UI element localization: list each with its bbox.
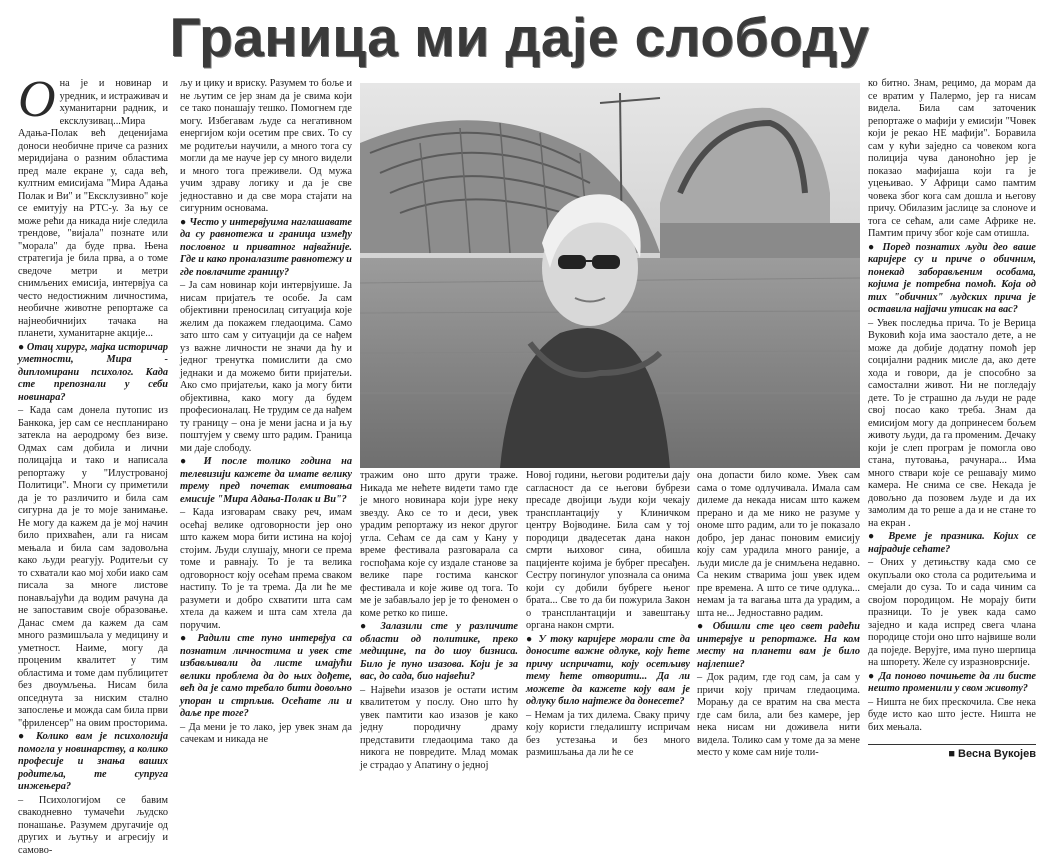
interview-question: ● Поред познатих људи део ваше каријере су и приче о обичним, понекад заборављеним особама, којима је потребна помоћ. Која од тих "обичних" људских прича је оставила најјачи утисак на вас? — [868, 242, 1036, 317]
article-paragraph: – Када сам донела путопис из Банкока, јер сам се неспланирано затекла на аеродрому без визе. Одмах сам добила и лични полицајца и тако и написала репортажу у "Илустрованој Политици". Многи су приметили да је то различито и била сам сигурна да је то моје занимање. Не могу да кажем да је мој начин било прихваћен, али га нисам мењала и била сам задовољна како људи реагују. Родитељи су то схватали као мој хоби иако сам писала за многе листове понављајући да водим рачуна да не запоставим своје образовање. Данас смем да кажем да сам много размишљала у медицину и уметност. Наиме, могу да проценим квалитет у тим областима и томе дам публицитет без двоумљења. Нисам била опседнута за ниским стално запослење и можда сам била први "фриленсер" на овим просторима. — [18, 405, 168, 730]
interview-question: ● Колико вам је психологија помогла у новинарству, а колико професије и знања ваших родитеља, те супруга инжењера? — [18, 731, 168, 794]
article-column-3 — [360, 470, 518, 768]
interview-question: ● Време је празника. Којих се најрадије сећате? — [868, 531, 1036, 556]
article-paragraph: ко битно. Знам, рецимо, да морам да се вратим у Палермо, јер га нисам видела. Била сам заточеник репортаже о мафији у емисији "Човек који је рекао НЕ мафији". Боравила сам у кући заједно са човеком кога полиција чува даноноћно јер је показао мафијаша који га је уцењивао. У Африци само памтим човека због кога сам дошла и његову причу. Обилазим јаслице за слоноve и тога се сећам, али саме Африке не. Памтим причу због које сам отишла. — [868, 78, 1036, 241]
column-3-answer: – Највећи изазов је остати истим квалитетом у послу. Оно што ћу увек памтити као изазов је како једну породичну драму представити гледаоцима тако да никога не повредите. Млад момак је страдао у Апатину о једној — [360, 685, 518, 773]
headline: Граница ми даје слободу — [0, 4, 1039, 70]
article-paragraph: – Оних у детињству када смо се окупљали око стола са родитељима и смејали до суза. То и сада чиним са својом породицом. Не морају бити празници. То је увек када само заједно и када испред свега члана породице стоји оно што највише воли да поједе. Верујте, има пуно шерпица на шпорету. Желе су изразноврсније. — [868, 557, 1036, 670]
article-paragraph: на је и новинар и уредник, и истраживач и хуманитарни радник, и ексклузивац...Мира Адања-Полак већ деценијама доноси необичне приче са разних меридијана о разним областима пред мале екране у, сада већ, култним емисијама "Мира Адања Полак и Ви" и "Ексклузивно" које се емитују на РТС-у. За њу се може рећи да никада није следила трендове, "вијала" познате или "морала" да буде прва. Њена стратегија је била прва, а о томе сведоче метри и метри снимљених емисија, интервјуа са често недостижним личностима, необичне животне репортаже са најнеобичнијих тачака на планети, хуманитарне акције... — [18, 78, 168, 341]
interview-question: ● У току каријере морали сте да доносите важне одлуке, коју ћете причу испричати, коју осетљиву тему ћете отворити... Да ли можете да кажете коју вам је одлуку било најтеже да донесете? — [526, 634, 690, 709]
photo-image — [360, 83, 860, 468]
byline: ■ Весна Вукојев — [928, 748, 1036, 760]
article-column-6 — [868, 78, 1036, 742]
article-paragraph: љу и цику и вриску. Разумем то боље и не љутим се јер знам да је свима који се тако понашају тешко. Помогнем где могу. Избегавам људе са негативном енергијом који осетим пре свих. То су ме родитељи научили, а много тога су могли да ме науче јер су много видели и много тога преживели. Од мужа учим здраву логику и да је све једноставно и да све мора стајати на сигурним основама. — [180, 78, 352, 216]
article-paragraph: – Увек последња прича. То је Верица Вуковић која има заостало дете, а не може да добије додатну помоћ јер социјални радник мисле да, ако дете хода и говори, да је способно за самостални живот. Ни не погледају дете. То је страшно да људи нe раде свој посао како треба. Знам да емисијом могу да допринесем бољем животу људи, да га променим. Дечаку који је слеп програм је помогла ово стана, путовања, рачунара... Има много ствари које се решавају мимо камера. Не снима се све. Некада је довољно да позовем људе и да их замолим да то реше а да и не стане то на екран . — [868, 318, 1036, 531]
interview-question: ● Радили сте пуно интервјуа са познатим личностима и увек сте избављивали да листе имајући велики проблема да до њих дођете, већ да је само требало бити довољно упоран и стрпљив. Осећате ли и даље пре тоге? — [180, 633, 352, 721]
article-paragraph: Новој години, његови родитељи дају сагласност да се његови бубрези пресаде двојици људи који чекају трансплантацију у Клиничком центру Војводине. Била сам у тој породици двадесетак дана након смрти њиховог сина, обишла пацијенте којима је бубрег пресађен. Сестру погинулог упознала са онима који су добили бубреге њеног брата... Све то да би пожурила Закон о трансплантацији и завештању органа након смрти. — [526, 470, 690, 633]
column-3-text: тражим оно што други траже. Никада ме нећете видети тамо где је много новинара који јуре неку звезду. Ако се то и деси, увек урадим репортажу из неког другог угла. Сећам се да сам у Кану у време фестивала разговарала са госпођама које су издале станове за велике паре гостима канског фестивала и које живе од тога. То ме је забављало јер је то феномен о коме ретко ко пише. — [360, 470, 518, 620]
article-paragraph: – Да мени је то лако, јер увек знам да сачекам и никада не — [180, 722, 352, 747]
article-column-4 — [526, 470, 690, 768]
article-paragraph: – Ништа не бих прескочила. Све нека буде исто као што јесте. Ништа не бих мењала. — [868, 697, 1036, 735]
byline-rule — [868, 744, 1036, 745]
article-column-2 — [180, 78, 352, 768]
article-paragraph: – Када изговарам сваку реч, имам осећај велике одговорности јер оно што кажем мора бити истина на којој стојим. Људи слушају, многи се према томе и равнају. То је та велика одговорност коју осећам према сваком настипу. То је та трема. Да ли ће ме разумети и добро схватити шта сам хтела да кажем и шта сам хтела да поручим. — [180, 507, 352, 632]
article-paragraph: – Психологијом се бавим свакодневно тумачећи људско понашање. Разумем другачије од других и љутњу и агресију и самово- — [18, 795, 168, 857]
article-column-5 — [697, 470, 860, 768]
interview-question: ● Обишли сте цео свет радећи интервјуе и репортаже. На ком месту на планети вам је било најлепше? — [697, 621, 860, 671]
interview-question: ● И после толико година на телевизији кажете да имате велику трему пред почетак емитовања емисије "Мира Адања-Полак и Ви"? — [180, 456, 352, 506]
article-paragraph: она допасти било коме. Увек сам сама о томе одлучивала. Имала сам дилеме да некада нисам што кажем прерано и да ме нико не разуме у ономе што радим, али то је показало добро, јер данас поновим емисију коју сам урадила много раније, а људи мисле да је снимљена недавно. Са неким стварима још увек идем пре времена. А што се тиче одлука... немам ја та вагања шта да урадим, а шта не... Једноставно радим. — [697, 470, 860, 620]
interview-question: ● Често у интервјуима наглашавате да су равнотежа и граница између пословног и приватног највažније. Где и како проналазите равнотежу и где повлачите границу? — [180, 217, 352, 280]
article-paragraph: – Ја сам новинар који интервјуише. Ја нисам пријатељ те особе. Ја сам објективни преносилац ситуација које желим да покажем гледаоцима. Само зато што сам у ситуацији да се нађем уз важне личности не значи да ћу и једног тренутка помислити да смо једнаки и да можемо бити пријатељи. Ако смо пријатељи, како ја могу бити објективна, како могу да будем професионалац. Не трудим се да нађем ту границу – она је мени јасна и ја њу поштујем у свему што радим. Граница ми даје слободу. — [180, 280, 352, 455]
interview-question: ● Отац хирург, мајка историчар уметности, Мира - дипломирани психолог. Када сте препознали у себи новинара? — [18, 342, 168, 405]
portrait-photo — [360, 83, 860, 468]
interview-question: ● Да поново почињете да ли бисте нешто променили у свом животу? — [868, 671, 1036, 696]
article-paragraph: – Немам ја тих дилема. Сваку причу коју користи гледалишту испричам без устезања и без много размишљања да ли ће се — [526, 710, 690, 760]
article-paragraph: – Док радим, где год сам, ја сам у причи коју причам гледаоцима. Морању да се вратим на сва места где сам била, али без камере, јер нека нисам ни доживела нити видела. Толико сам у томе да за мене место у коме сам није толи- — [697, 672, 860, 760]
column-3-question: ● Залазили сте у различите области од политике, преко медицине, па до шоу бизниса. Било је пуно изазова. Који је за вас, до сада, био највећи? — [360, 621, 518, 684]
article-column-1 — [18, 78, 168, 768]
drop-cap: О — [18, 78, 56, 122]
